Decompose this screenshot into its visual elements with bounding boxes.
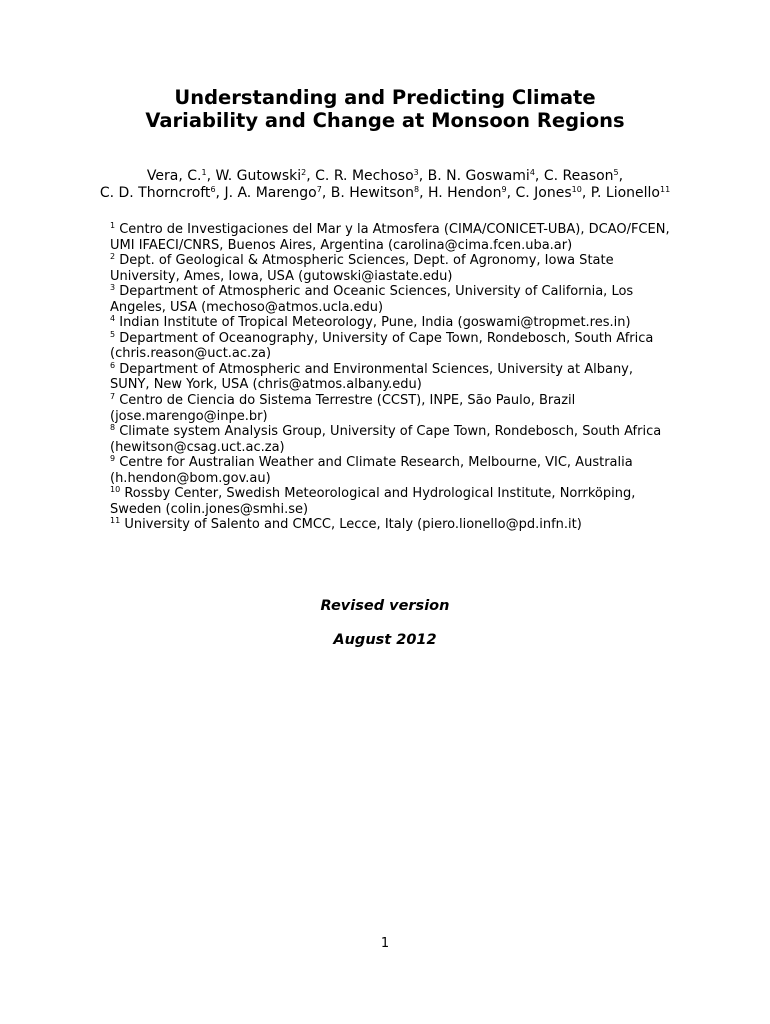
- affiliation: $^3$ Department of Atmospheric and Oceanic Sciences, University of California, Los Angeles, USA (mechoso@atmos.ucla.edu): [110, 283, 634, 315]
- affiliation: $^4$ Indian Institute of Tropical Meteorology, Pune, India (goswami@tropmet.res.in): [110, 314, 631, 331]
- page-number: 1: [380, 936, 390, 951]
- author: H. Hendon$^9$,: [427, 185, 512, 201]
- author: J. A. Marengo$^7$,: [224, 185, 327, 201]
- affiliation-list: [110, 222, 670, 533]
- affiliation: $^9$ Centre for Australian Weather and Climate Research, Melbourne, VIC, Australia (h.hendon@bom.gov.au): [110, 454, 633, 486]
- revision-date: August 2012: [333, 632, 437, 648]
- paper-title: [60, 86, 710, 132]
- title-line-1: Understanding and Predicting Climate: [174, 86, 596, 109]
- affiliation: $^8$ Climate system Analysis Group, University of Cape Town, Rondebosch, South Africa (hewitson@csag.uct.ac.za): [110, 423, 662, 455]
- affiliation: $^{11}$ University of Salento and CMCC, Lecce, Italy (piero.lionello@pd.infn.it): [110, 516, 582, 533]
- author: C. Reason$^5$,: [543, 168, 624, 184]
- revision-label: Revised version: [320, 598, 450, 614]
- author: P. Lionello$^{11}$: [590, 185, 671, 201]
- author: B. N. Goswami$^4$,: [427, 168, 540, 184]
- affiliation: $^5$ Department of Oceanography, University of Cape Town, Rondebosch, South Africa (chris.reason@uct.ac.za): [110, 329, 654, 362]
- affiliation: $^6$ Department of Atmospheric and Environmental Sciences, University at Albany, SUNY, New York, USA (chris@atmos.albany.edu): [110, 360, 634, 393]
- affiliation: $^7$ Centro de Ciencia do Sistema Terrestre (CCST), INPE, São Paulo, Brazil (jose.marengo@inpe.br): [110, 392, 576, 424]
- title-line-2: Variability and Change at Monsoon Regions: [145, 109, 625, 132]
- author: B. Hewitson$^8$,: [330, 185, 424, 201]
- author: C. R. Mechoso$^3$,: [315, 168, 424, 184]
- author: Vera, C.$^1$,: [146, 168, 212, 184]
- author-list: [85, 168, 685, 202]
- author: W. Gutowski$^2$,: [215, 168, 311, 184]
- affiliation: $^{10}$ Rossby Center, Swedish Meteorological and Hydrological Institute, Norrköping, Sweden (colin.jones@smhi.se): [110, 485, 636, 517]
- affiliation: $^2$ Dept. of Geological & Atmospheric Sciences, Dept. of Agronomy, Iowa State University, Ames, Iowa, USA (gutowski@iastate.edu): [110, 252, 614, 284]
- affiliation: $^1$ Centro de Investigaciones del Mar y la Atmosfera (CIMA/CONICET-UBA), DCAO/FCEN, UMI IFAECI/CNRS, Buenos Aires, Argentina (carolina@cima.fcen.uba.ar): [110, 221, 670, 253]
- author: C. D. Thorncroft$^6$,: [99, 185, 220, 201]
- author: C. Jones$^{10}$,: [515, 185, 587, 201]
